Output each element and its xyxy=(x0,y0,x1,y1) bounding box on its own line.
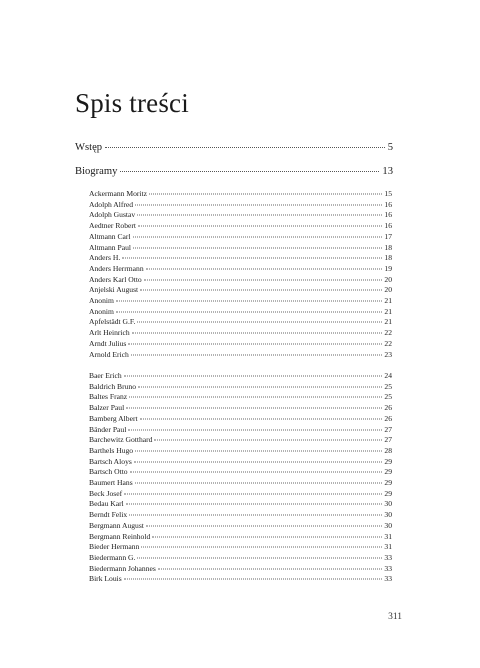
toc-entry-name: Baltes Franz xyxy=(89,392,128,402)
dot-leader xyxy=(144,279,383,280)
toc-entry[interactable] xyxy=(89,264,392,275)
dot-leader xyxy=(146,525,382,526)
toc-entry[interactable] xyxy=(89,521,392,532)
dot-leader xyxy=(132,333,383,334)
toc-page-number: 30 xyxy=(384,510,392,520)
dot-leader xyxy=(129,397,382,398)
toc-entry[interactable] xyxy=(89,328,392,339)
toc-entry-name: Altmann Paul xyxy=(89,242,131,252)
toc-entry[interactable] xyxy=(89,564,392,575)
toc-entry[interactable] xyxy=(89,532,392,543)
toc-entry-name: Berndt Felix xyxy=(89,510,128,520)
dot-leader xyxy=(135,483,383,484)
toc-page-number: 33 xyxy=(384,563,392,573)
dot-leader xyxy=(137,322,382,323)
toc-page-number: 21 xyxy=(384,317,392,327)
toc-page-number: 20 xyxy=(384,274,392,284)
toc-page-number: 29 xyxy=(384,488,392,498)
toc-page-number: 22 xyxy=(384,328,392,338)
toc-entry-name: Baumert Hans xyxy=(89,478,133,488)
page-title: Spis treści xyxy=(75,88,189,118)
toc-page-number: 17 xyxy=(384,231,392,241)
toc-page-number: 28 xyxy=(384,445,392,455)
dot-leader xyxy=(135,204,382,205)
toc-page-number: 21 xyxy=(384,306,392,316)
toc-entry-name: Bieder Hermann xyxy=(89,542,140,552)
toc-entry[interactable] xyxy=(89,489,392,500)
toc-entry[interactable] xyxy=(89,371,392,382)
toc-page-number: 13 xyxy=(382,166,393,177)
dot-leader xyxy=(120,171,379,172)
toc-page-number: 30 xyxy=(384,520,392,530)
toc-page-number: 33 xyxy=(384,552,392,562)
dot-leader xyxy=(133,247,382,248)
toc-entry[interactable] xyxy=(89,414,392,425)
dot-leader xyxy=(129,515,382,516)
toc-entry[interactable] xyxy=(89,221,392,232)
toc-entry-name: Bergmann Reinhold xyxy=(89,531,151,541)
dot-leader xyxy=(152,536,382,537)
toc-page-number: 29 xyxy=(384,478,392,488)
dot-leader xyxy=(130,472,383,473)
toc-entry[interactable] xyxy=(89,232,392,243)
toc-entry[interactable] xyxy=(89,243,392,254)
toc-entry[interactable] xyxy=(89,574,392,585)
toc-page-number: 18 xyxy=(384,253,392,263)
toc-page-number: 25 xyxy=(384,381,392,391)
toc-entry[interactable] xyxy=(89,542,392,553)
toc-entry[interactable] xyxy=(89,499,392,510)
toc-entry-name: Arnold Erich xyxy=(89,349,129,359)
toc-page-number: 31 xyxy=(384,542,392,552)
toc-entry-name: Bartsch Otto xyxy=(89,467,128,477)
toc-page-number: 18 xyxy=(384,242,392,252)
dot-leader xyxy=(124,493,382,494)
dot-leader xyxy=(126,504,383,505)
toc-entry[interactable] xyxy=(89,296,392,307)
toc-entry-name: Barthels Hugo xyxy=(89,445,134,455)
toc-entry[interactable] xyxy=(89,403,392,414)
dot-leader xyxy=(158,568,383,569)
toc-entry-name: Beck Josef xyxy=(89,488,123,498)
toc-page-number: 16 xyxy=(384,221,392,231)
dot-leader xyxy=(124,579,383,580)
toc-page-number: 26 xyxy=(384,413,392,423)
page-number: 311 xyxy=(388,612,402,622)
toc-entry-name: Bergmann August xyxy=(89,520,144,530)
toc-entry[interactable] xyxy=(89,553,392,564)
toc-entry[interactable] xyxy=(89,510,392,521)
toc-entry[interactable] xyxy=(89,382,392,393)
dot-leader xyxy=(134,461,383,462)
toc-entry-name: Anders Karl Otto xyxy=(89,274,142,284)
toc-page-number: 21 xyxy=(384,296,392,306)
toc-page-number: 25 xyxy=(384,392,392,402)
toc-entry[interactable] xyxy=(89,200,392,211)
dot-leader xyxy=(116,311,383,312)
toc-page-number: 27 xyxy=(384,435,392,445)
dot-leader xyxy=(122,258,382,259)
toc-entry[interactable] xyxy=(89,350,392,361)
dot-leader xyxy=(140,418,383,419)
dot-leader xyxy=(133,236,383,237)
toc-page-number: 19 xyxy=(384,263,392,273)
toc-group-b xyxy=(89,371,392,585)
toc-entry[interactable] xyxy=(89,435,392,446)
dot-leader xyxy=(137,215,382,216)
toc-page-number: 24 xyxy=(384,371,392,380)
dot-leader xyxy=(128,429,382,430)
toc-page-number: 33 xyxy=(384,574,392,584)
dot-leader xyxy=(154,440,382,441)
toc-entry-name: Baer Erich xyxy=(89,371,122,380)
toc-page-number: 16 xyxy=(384,210,392,220)
toc-entry-name: Aedtner Robert xyxy=(89,221,137,231)
toc-entry-name: Arlt Heinrich xyxy=(89,328,130,338)
dot-leader xyxy=(126,408,382,409)
toc-page-number: 22 xyxy=(384,338,392,348)
toc-entry[interactable] xyxy=(89,339,392,350)
dot-leader xyxy=(131,354,383,355)
toc-section-intro[interactable] xyxy=(75,141,393,155)
toc-entry[interactable] xyxy=(89,307,392,318)
toc-entry-name: Bartsch Aloys xyxy=(89,456,132,466)
toc-page-number: 15 xyxy=(384,189,392,198)
toc-entry-name: Ackermann Moritz xyxy=(89,189,147,198)
toc-entry[interactable] xyxy=(89,457,392,468)
toc-entry-name: Baldrich Bruno xyxy=(89,381,137,391)
toc-page-number: 20 xyxy=(384,285,392,295)
toc-entry[interactable] xyxy=(89,285,392,296)
toc-entry[interactable] xyxy=(89,189,392,200)
dot-leader xyxy=(137,557,382,558)
toc-entry[interactable] xyxy=(89,467,392,478)
dot-leader xyxy=(124,376,383,377)
toc-entry-name: Balzer Paul xyxy=(89,403,125,413)
toc-page-number: 16 xyxy=(384,199,392,209)
dot-leader xyxy=(149,194,382,195)
toc-entry-name: Arndt Julius xyxy=(89,338,127,348)
toc-entry[interactable] xyxy=(89,478,392,489)
toc-section-biogramy[interactable] xyxy=(75,165,393,179)
toc-entry[interactable] xyxy=(89,446,392,457)
toc-group-a xyxy=(89,189,392,360)
toc-page-number: 5 xyxy=(387,142,393,153)
toc-entry-name: Birk Louis xyxy=(89,574,122,584)
toc-section-label: Wstęp xyxy=(75,142,103,153)
dot-leader xyxy=(140,290,382,291)
toc-entry-name: Biedermann Johannes xyxy=(89,563,156,573)
toc-entry-name: Anders Herrmann xyxy=(89,263,144,273)
toc-entry-name: Bamberg Albert xyxy=(89,413,138,423)
toc-entry-name: Bänder Paul xyxy=(89,424,127,434)
toc-page-number: 27 xyxy=(384,424,392,434)
toc-entry[interactable] xyxy=(89,317,392,328)
dot-leader xyxy=(138,226,382,227)
dot-leader xyxy=(141,547,382,548)
toc-entry[interactable] xyxy=(89,425,392,436)
toc-page-number: 26 xyxy=(384,403,392,413)
toc-entry[interactable] xyxy=(89,275,392,286)
toc-entry-name: Adolph Alfred xyxy=(89,199,134,209)
toc-entry[interactable] xyxy=(89,253,392,264)
toc-page-number: 29 xyxy=(384,467,392,477)
toc-entry-name: Bedau Karl xyxy=(89,499,124,509)
dot-leader xyxy=(146,268,383,269)
dot-leader xyxy=(135,450,382,451)
toc-section-label: Biogramy xyxy=(75,166,118,177)
toc-entry-name: Barchewitz Gotthard xyxy=(89,435,153,445)
toc-entry-name: Apfelstädt G.F. xyxy=(89,317,136,327)
toc-page-number: 30 xyxy=(384,499,392,509)
toc-entry-name: Adolph Gustav xyxy=(89,210,136,220)
toc-entry-name: Anders H. xyxy=(89,253,121,263)
toc-entry-name: Anonim xyxy=(89,296,114,306)
toc-entry-name: Anonim xyxy=(89,306,114,316)
toc-page-number: 23 xyxy=(384,349,392,359)
dot-leader xyxy=(116,301,383,302)
toc-entry-name: Biedermann G. xyxy=(89,552,136,562)
toc-entry[interactable] xyxy=(89,392,392,403)
toc-page-number: 31 xyxy=(384,531,392,541)
dot-leader xyxy=(128,343,382,344)
toc-entry[interactable] xyxy=(89,210,392,221)
toc-page-number: 29 xyxy=(384,456,392,466)
dot-leader xyxy=(105,147,385,148)
dot-leader xyxy=(138,386,382,387)
toc-entry-name: Anjelski August xyxy=(89,285,139,295)
toc-entry-name: Altmann Carl xyxy=(89,231,131,241)
